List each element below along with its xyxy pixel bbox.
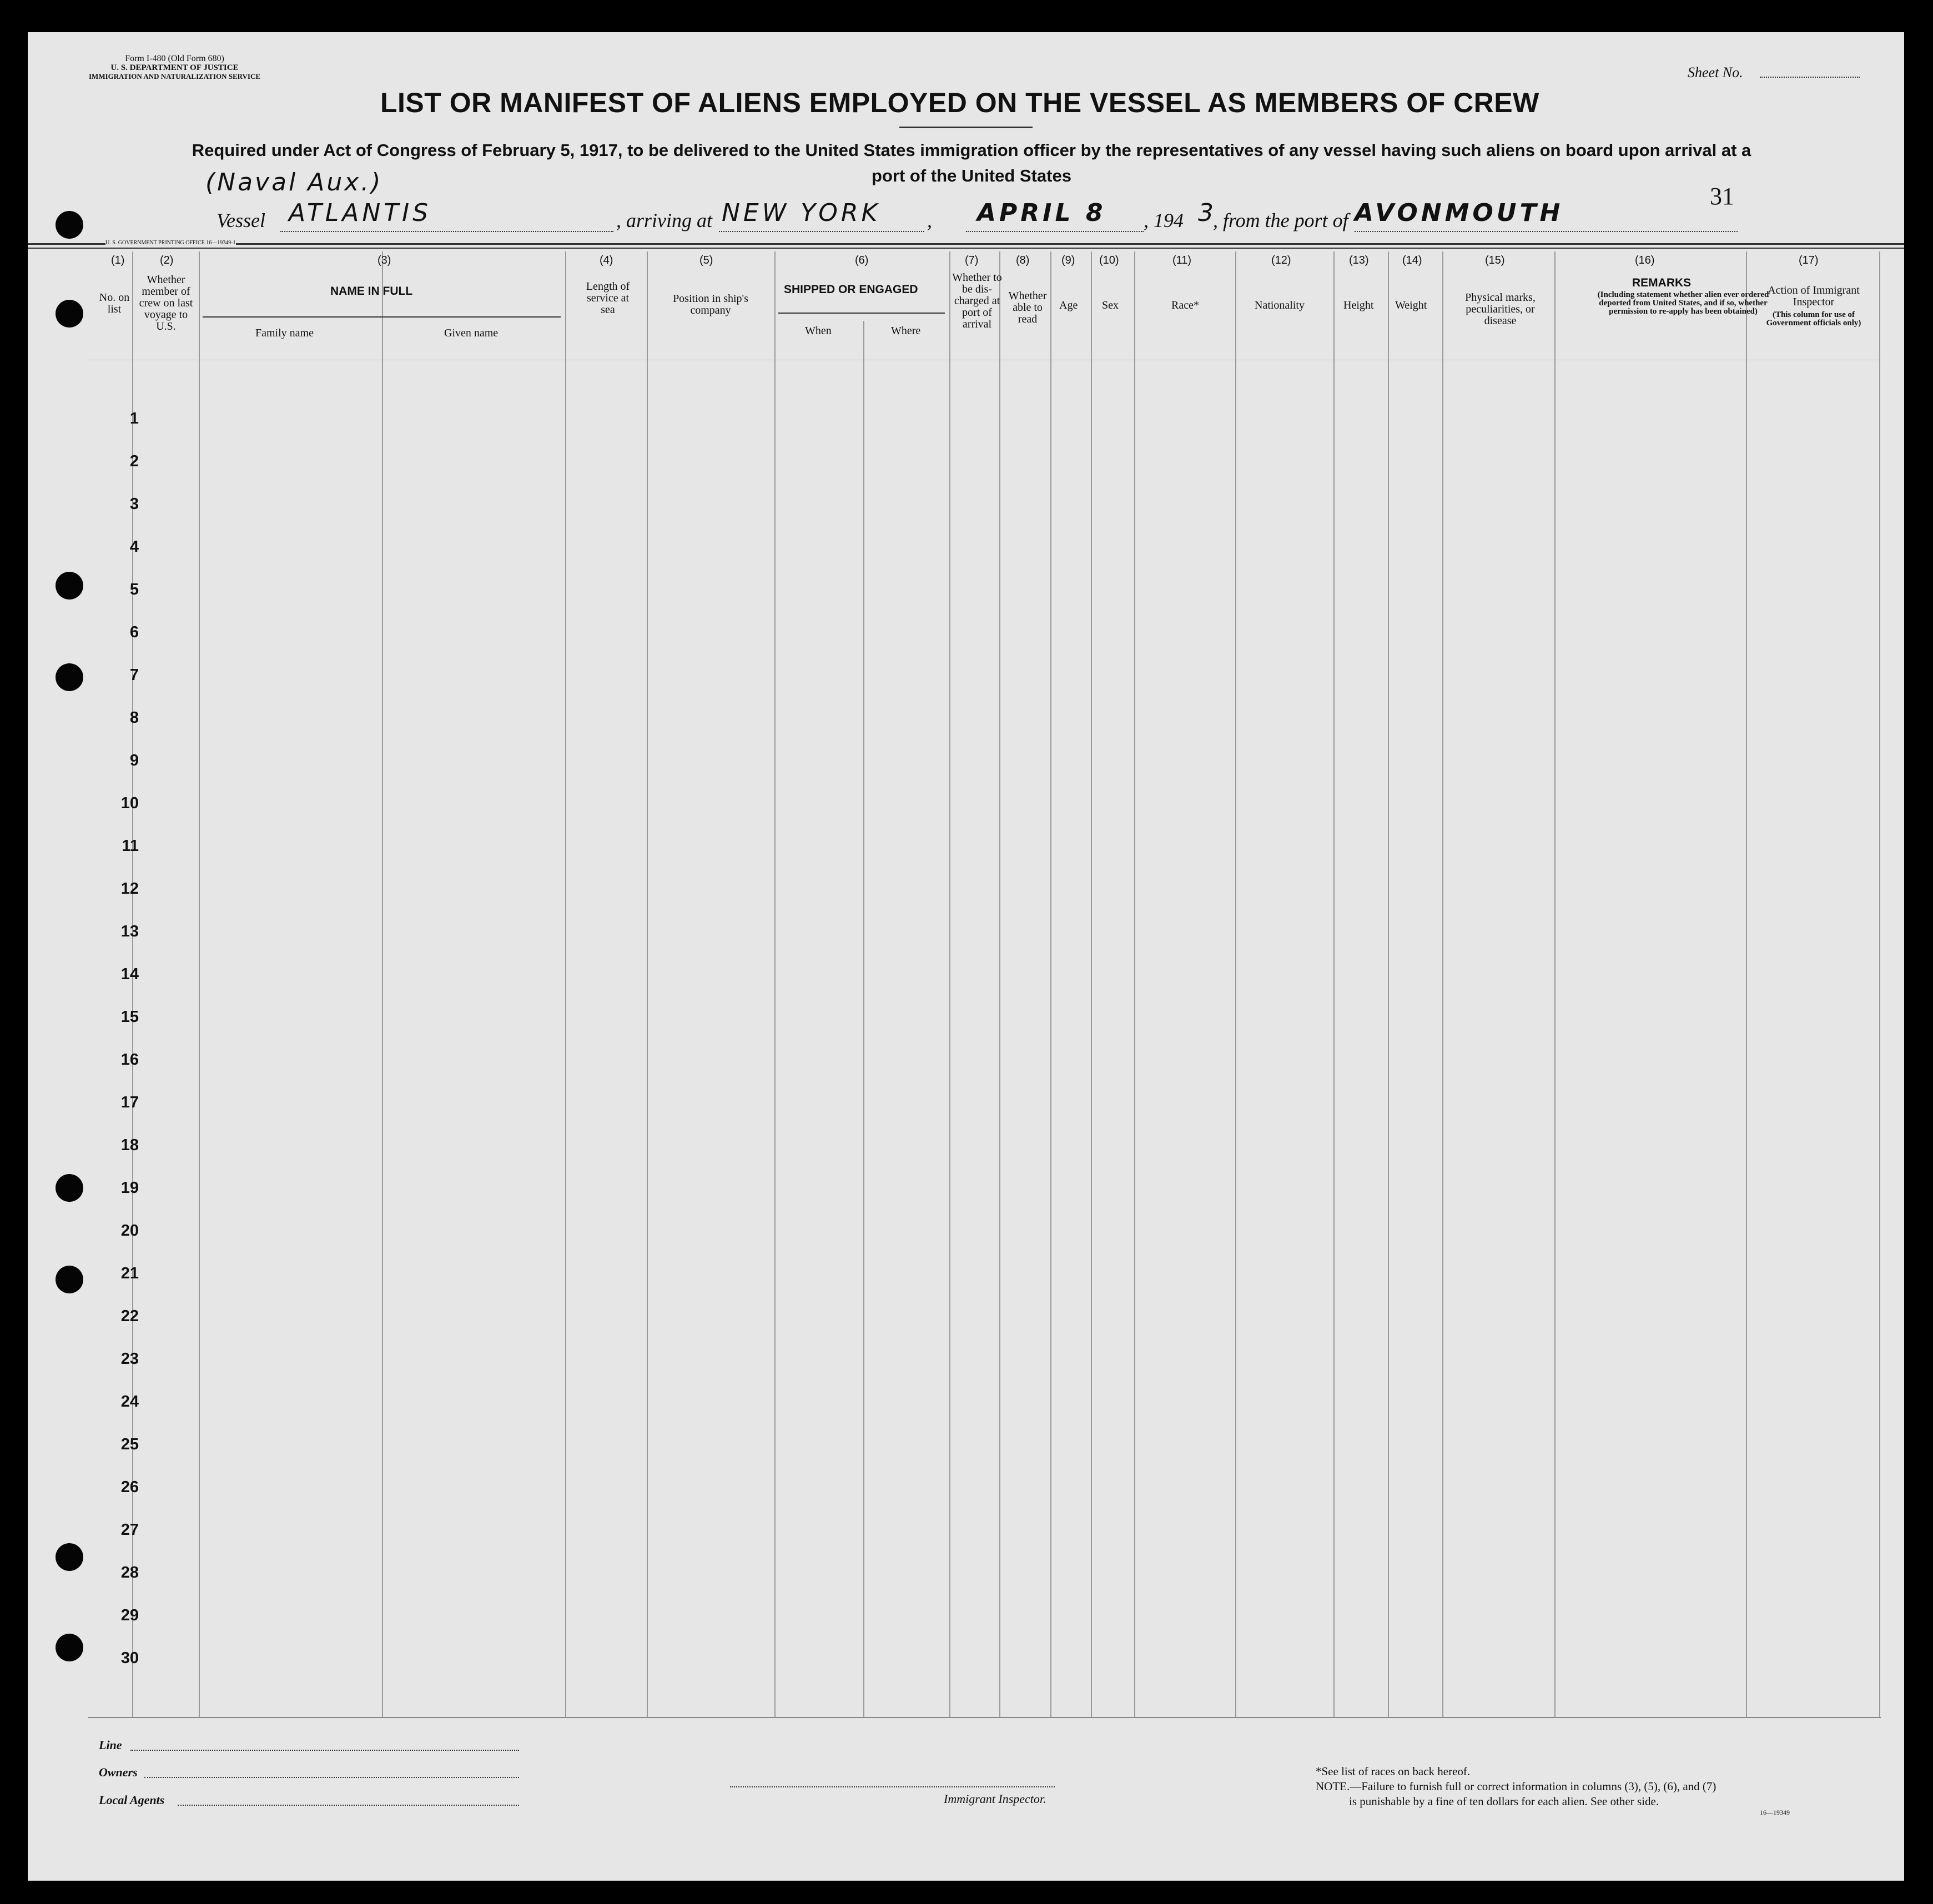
- col-header-length-of-service: Length of service at sea: [586, 280, 630, 316]
- col-header-physical-marks: Physical marks, peculiarities, or disease: [1465, 291, 1536, 327]
- col-divider: [1554, 251, 1556, 1717]
- row-number: 19: [120, 1179, 139, 1197]
- col-divider: [999, 251, 1000, 1717]
- col-header-inspector-action: Action of Immigrant Inspector: [1768, 284, 1860, 308]
- row-number: 22: [120, 1307, 139, 1325]
- sheet-number-label: [1688, 64, 1743, 81]
- row-number: 26: [120, 1478, 139, 1496]
- row-number: 1: [129, 410, 139, 427]
- col-num-4: (4): [600, 254, 613, 266]
- form-number: Form I-480 (Old Form 680): [125, 54, 224, 63]
- col-divider: [1050, 251, 1051, 1717]
- sheet-label-text: Sheet No.: [1688, 64, 1743, 80]
- row-number: 21: [120, 1265, 139, 1282]
- col-divider: [199, 251, 200, 1717]
- race-note: *See list of races on back hereof.: [1316, 1765, 1471, 1778]
- page-title: LIST OR MANIFEST OF ALIENS EMPLOYED ON THE VESSEL AS MEMBERS OF CREW: [380, 87, 1539, 118]
- shipped-subrule: [778, 313, 945, 314]
- manifest-sheet: [28, 32, 1904, 1881]
- col-header-shipped-when: When: [805, 325, 832, 337]
- row-number: 24: [120, 1393, 139, 1411]
- col-divider: [1388, 251, 1389, 1717]
- binder-hole: [56, 1266, 83, 1293]
- vessel-field-line: [280, 231, 613, 232]
- col-num-8: (8): [1016, 254, 1030, 266]
- col-num-7: (7): [965, 254, 979, 266]
- binder-hole: [56, 211, 83, 239]
- owners-field[interactable]: [144, 1777, 519, 1778]
- row-number: 5: [129, 581, 139, 598]
- row-number: 4: [129, 538, 139, 556]
- arriving-label: , arriving at: [616, 209, 713, 231]
- col-num-1: (1): [111, 254, 125, 266]
- col-header-race: Race*: [1171, 299, 1199, 311]
- col-num-6: (6): [855, 254, 869, 266]
- printer-imprint: U. S. GOVERNMENT PRINTING OFFICE 16—19349-1: [105, 240, 236, 246]
- vessel-name[interactable]: ATLANTIS: [289, 199, 432, 227]
- row-number: 20: [120, 1222, 139, 1240]
- col-header-discharged: Whether to be dis-charged at port of arrival: [952, 271, 1002, 330]
- col-divider: [1333, 251, 1335, 1717]
- arriving-port[interactable]: NEW YORK: [722, 199, 881, 227]
- subtitle-line-2: port of the United States: [872, 166, 1071, 185]
- col-header-family-name: Family name: [255, 327, 314, 339]
- inspector-label: Immigrant Inspector.: [944, 1792, 1046, 1806]
- col-header-number: No. on list: [99, 291, 130, 315]
- table-bottom-rule: [88, 1717, 1881, 1718]
- page-number: 31: [1710, 183, 1734, 210]
- col-num-10: (10): [1099, 254, 1119, 266]
- date-field-line: [966, 231, 1144, 232]
- departure-port[interactable]: AVONMOUTH: [1355, 199, 1564, 227]
- binder-hole: [56, 572, 83, 600]
- col-header-crew-last-voyage: Whether member of crew on last voyage to U.S.: [139, 274, 193, 333]
- row-number: 6: [129, 623, 139, 641]
- col-header-shipped-where: Where: [891, 325, 921, 337]
- service-name: IMMIGRATION AND NATURALIZATION SERVICE: [89, 72, 261, 80]
- row-number: 30: [120, 1649, 139, 1667]
- col-header-able-to-read: Whether able to read: [1008, 290, 1047, 325]
- col-divider: [132, 251, 133, 1717]
- arriving-field-line: [719, 231, 924, 232]
- form-code: 16—19349: [1760, 1809, 1790, 1816]
- line-label: Line: [99, 1738, 122, 1752]
- col-divider: [647, 251, 648, 1717]
- row-number: 29: [120, 1606, 139, 1624]
- inspector-signature-line[interactable]: [730, 1786, 1055, 1787]
- col-divider: [565, 251, 566, 1717]
- local-agents-field[interactable]: [178, 1805, 519, 1806]
- col-divider: [1879, 251, 1880, 1717]
- col-num-14: (14): [1402, 254, 1422, 266]
- row-number: 10: [120, 794, 139, 812]
- row-number: 16: [120, 1051, 139, 1069]
- col-header-weight: Weight: [1395, 299, 1427, 311]
- header-top-rule: [28, 243, 1904, 245]
- line-field[interactable]: [130, 1750, 519, 1751]
- col-num-5: (5): [699, 254, 713, 266]
- col-header-sex: Sex: [1102, 299, 1119, 311]
- binder-hole: [56, 300, 83, 328]
- local-agents-label: Local Agents: [99, 1793, 165, 1807]
- col-header-remarks-note: (Including statement whether alien ever ordered deported from United States, and if so, whether permission to re-apply has been obtained): [1597, 290, 1769, 316]
- col-num-3: (3): [377, 254, 391, 266]
- row-number: 11: [122, 837, 139, 855]
- col-num-15: (15): [1485, 254, 1505, 266]
- col-header-remarks: REMARKS: [1632, 276, 1692, 289]
- from-label: , from the port of: [1213, 209, 1348, 231]
- col-divider: [949, 251, 950, 1717]
- row-number: 27: [120, 1521, 139, 1539]
- col-divider: [1746, 251, 1747, 1717]
- sheet-number-field[interactable]: [1760, 77, 1860, 78]
- binder-hole: [56, 1634, 83, 1661]
- row-number: 7: [129, 666, 139, 684]
- row-number: 25: [120, 1435, 139, 1453]
- col-num-12: (12): [1271, 254, 1291, 266]
- col-num-17: (17): [1799, 254, 1819, 266]
- naval-aux-handwritten: (Naval Aux.): [205, 168, 383, 197]
- row-number: 28: [120, 1564, 139, 1581]
- col-divider: [774, 251, 776, 1717]
- owners-label: Owners: [99, 1765, 138, 1779]
- row-number: 2: [129, 452, 139, 470]
- col-header-name-in-full: NAME IN FULL: [330, 285, 413, 298]
- penalty-note-1: NOTE.—Failure to furnish full or correct information in columns (3), (5), (6), and (7): [1316, 1780, 1716, 1793]
- col-divider: [1091, 251, 1092, 1717]
- row-number: 14: [120, 965, 139, 983]
- year-digit[interactable]: 3: [1198, 199, 1217, 227]
- binder-hole: [56, 1543, 83, 1571]
- subtitle-line-1: Required under Act of Congress of February 5, 1917, to be delivered to the United States immigration officer by the representatives of any vessel having such aliens on board upon arrival at a: [192, 140, 1751, 160]
- col-divider: [1235, 251, 1236, 1717]
- vessel-label: Vessel: [217, 209, 265, 231]
- comma-sep: ,: [927, 209, 932, 231]
- col-header-position: Position in ship's company: [673, 293, 748, 316]
- arrival-date[interactable]: APRIL 8: [977, 199, 1106, 227]
- row-number: 9: [129, 752, 139, 769]
- title-rule: [899, 127, 1033, 128]
- row-number: 13: [120, 923, 139, 940]
- penalty-note-2: is punishable by a fine of ten dollars for each alien. See other side.: [1349, 1795, 1659, 1808]
- col-header-height: Height: [1343, 299, 1374, 311]
- row-number: 23: [120, 1350, 139, 1368]
- row-number: 17: [120, 1094, 139, 1111]
- name-subrule: [203, 316, 561, 318]
- row-number: 8: [129, 709, 139, 727]
- row-number: 12: [120, 880, 139, 898]
- col-header-age: Age: [1059, 299, 1078, 311]
- row-number: 3: [129, 495, 139, 513]
- row-number: 18: [120, 1136, 139, 1154]
- col-header-nationality: Nationality: [1255, 299, 1305, 311]
- form-id-block: [89, 54, 260, 81]
- col-divider: [382, 251, 383, 1717]
- col-num-11: (11): [1172, 254, 1192, 266]
- department-name: U. S. DEPARTMENT OF JUSTICE: [110, 63, 239, 72]
- col-num-16: (16): [1635, 254, 1655, 266]
- col-header-inspector-note: (This column for use of Government officials only): [1766, 310, 1861, 328]
- col-divider: [1442, 251, 1443, 1717]
- from-field-line: [1355, 231, 1738, 232]
- header-top-rule-2: [28, 248, 1904, 249]
- binder-hole: [56, 1174, 83, 1202]
- col-header-shipped-engaged: SHIPPED OR ENGAGED: [784, 283, 918, 296]
- col-num-2: (2): [160, 254, 174, 266]
- binder-hole: [56, 663, 83, 691]
- col-num-9: (9): [1061, 254, 1075, 266]
- col-num-13: (13): [1349, 254, 1369, 266]
- col-divider: [1134, 251, 1135, 1717]
- col-header-given-name: Given name: [444, 327, 499, 339]
- row-number: 15: [120, 1008, 139, 1026]
- col-divider: [863, 321, 864, 1717]
- year-prefix: , 194: [1144, 209, 1184, 231]
